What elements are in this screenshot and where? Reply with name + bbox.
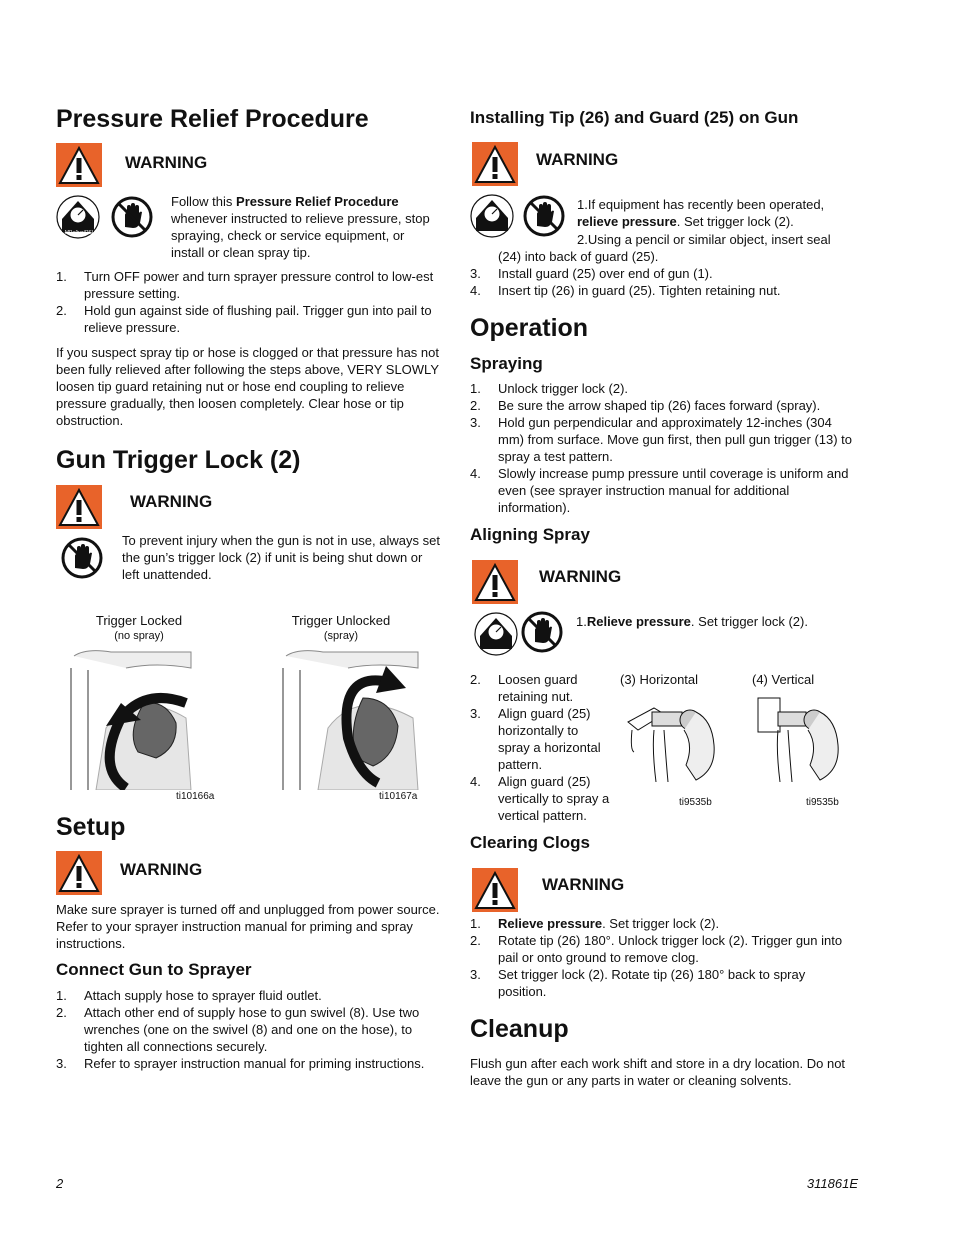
warning-triangle-icon: [56, 143, 102, 187]
list-item: 1. Turn OFF power and turn sprayer pressure control to low-est pressure setting.: [56, 269, 434, 301]
figure-code-unlocked: ti10167a: [379, 791, 418, 802]
list-item: 4. Align guard (25) vertically to spray a vertical pattern.: [470, 774, 610, 823]
figure-title-horizontal: (3) Horizontal: [620, 672, 699, 687]
setup-warning-text: Make sure sprayer is turned off and unplugged from power source. Refer to your sprayer instruction manual for priming and spray instructions.: [56, 902, 440, 951]
trigger-locked-image: [66, 648, 196, 790]
list-item: 3. Install guard (25) over end of gun (1).: [470, 266, 713, 281]
pressure-gauge-icon: [474, 612, 518, 656]
figure-title-unlocked: Trigger Unlocked: [291, 613, 391, 628]
warning-label: WARNING: [536, 150, 619, 169]
figure-code-locked: ti10166a: [176, 791, 215, 802]
list-item: 3. Set trigger lock (2). Rotate tip (26) 180° back to spray position.: [470, 967, 806, 999]
warning-text-trigger-lock: To prevent injury when the gun is not in use, always set the gun’s trigger lock (2) if unit is being shut down or left unattended.: [122, 533, 440, 582]
cleanup-text: Flush gun after each work shift and store in a dry location. Do not leave the gun or any parts in water or cleaning solvents.: [470, 1056, 846, 1088]
warning-label: WARNING: [542, 875, 625, 894]
warning-label: WARNING: [125, 153, 208, 172]
warning-label: WARNING: [120, 860, 203, 879]
warning-triangle-icon: [56, 485, 102, 529]
page-number: 2: [56, 1176, 64, 1191]
subsection-title-aligning-spray: Aligning Spray: [470, 525, 590, 544]
section-title-gun-trigger-lock: Gun Trigger Lock (2): [56, 446, 301, 474]
section-title-installing-tip: Installing Tip (26) and Guard (25) on Gun: [470, 108, 799, 127]
list-item: 3. Hold gun perpendicular and approximately 12-inches (304 mm) from surface. Move gun first, then pull gun trigger (13) to spray a test pattern.: [470, 415, 853, 464]
figure-code-vertical: ti9535b: [806, 797, 839, 808]
figure-code-horizontal: ti9535b: [679, 797, 712, 808]
trigger-unlocked-image: [278, 648, 423, 790]
installing-steps: [470, 265, 854, 299]
list-item: 3. Refer to sprayer instruction manual for priming instructions.: [56, 1056, 425, 1071]
connect-gun-steps: [56, 987, 440, 1072]
list-item: 1. Attach supply hose to sprayer fluid outlet.: [56, 988, 322, 1003]
warning-text-pressure-relief: Follow this Pressure Relief Procedure whenever instructed to relieve pressure, stop spraying, check or service equipment, or install or clean spray tip.: [171, 194, 430, 260]
warning-triangle-icon: [472, 560, 518, 604]
section-title-operation: Operation: [470, 314, 589, 342]
subsection-title-clearing-clogs: Clearing Clogs: [470, 833, 590, 852]
spraying-steps: [470, 380, 854, 516]
gauge-label: MPa/bar/PSI: [64, 230, 94, 236]
warning-label: WARNING: [130, 492, 213, 511]
figure-subtitle-locked: (no spray): [114, 630, 164, 642]
pressure-relief-paragraph: If you suspect spray tip or hose is clogged or that pressure has not been fully relieved after following the steps above, VERY SLOWLY loosen tip guard retaining nut or hose end coupling to relieve pressure gradually, then loosen completely. Clear hose or tip obstruction.: [56, 345, 439, 428]
list-item: 2. Hold gun against side of flushing pail. Trigger gun into pail to relieve pressure.: [56, 303, 432, 335]
list-item: 4. Insert tip (26) in guard (25). Tighten retaining nut.: [470, 283, 781, 298]
figure-title-vertical: (4) Vertical: [752, 672, 815, 687]
pressure-relief-steps: [56, 268, 440, 336]
installing-warning-line-1: 1.If equipment has recently been operated, relieve pressure. Set trigger lock (2).: [577, 197, 825, 229]
no-hand-icon: [520, 610, 564, 654]
section-title-setup: Setup: [56, 813, 126, 841]
figure-subtitle-unlocked: (spray): [323, 630, 359, 642]
subsection-title-spraying: Spraying: [470, 354, 543, 373]
list-item: 2. Attach other end of supply hose to gun swivel (8). Use two wrenches (one on the swivel (8) and one on the hose), to tighten all connections securely.: [56, 1005, 420, 1054]
aligning-steps: [470, 671, 610, 824]
gun-horizontal-image: [624, 690, 724, 790]
gun-vertical-image: [748, 690, 848, 790]
list-item: 1. Relieve pressure. Set trigger lock (2).: [470, 916, 720, 931]
no-hand-icon: [110, 195, 154, 239]
list-item: 3. Align guard (25) horizontally to spray a horizontal pattern.: [470, 706, 601, 772]
no-hand-icon: [60, 536, 104, 580]
list-item: 1. Unlock trigger lock (2).: [470, 381, 629, 396]
installing-warning-line-2: 2.Using a pencil or similar object, insert seal (24) into back of guard (25).: [498, 232, 831, 264]
subsection-title-connect-gun: Connect Gun to Sprayer: [56, 960, 252, 979]
section-title-cleanup: Cleanup: [470, 1015, 569, 1043]
figure-title-locked: Trigger Locked: [95, 613, 183, 628]
document-number: 311861E: [806, 1176, 858, 1191]
section-title-pressure-relief: Pressure Relief Procedure: [56, 105, 369, 133]
clearing-steps: [470, 915, 854, 1000]
list-item: 4. Slowly increase pump pressure until coverage is uniform and even (see sprayer instruction manual for additional information).: [470, 466, 849, 515]
warning-label: WARNING: [539, 567, 622, 586]
warning-triangle-icon: [472, 142, 518, 186]
list-item: 2. Be sure the arrow shaped tip (26) faces forward (spray).: [470, 398, 821, 413]
list-item: 2. Rotate tip (26) 180°. Unlock trigger lock (2). Trigger gun into pail or onto ground to remove clog.: [470, 933, 843, 965]
warning-triangle-icon: [56, 851, 102, 895]
warning-triangle-icon: [472, 868, 518, 912]
aligning-warning-line: 1.Relieve pressure. Set trigger lock (2).: [576, 614, 808, 629]
list-item: 2. Loosen guard retaining nut.: [470, 672, 578, 704]
